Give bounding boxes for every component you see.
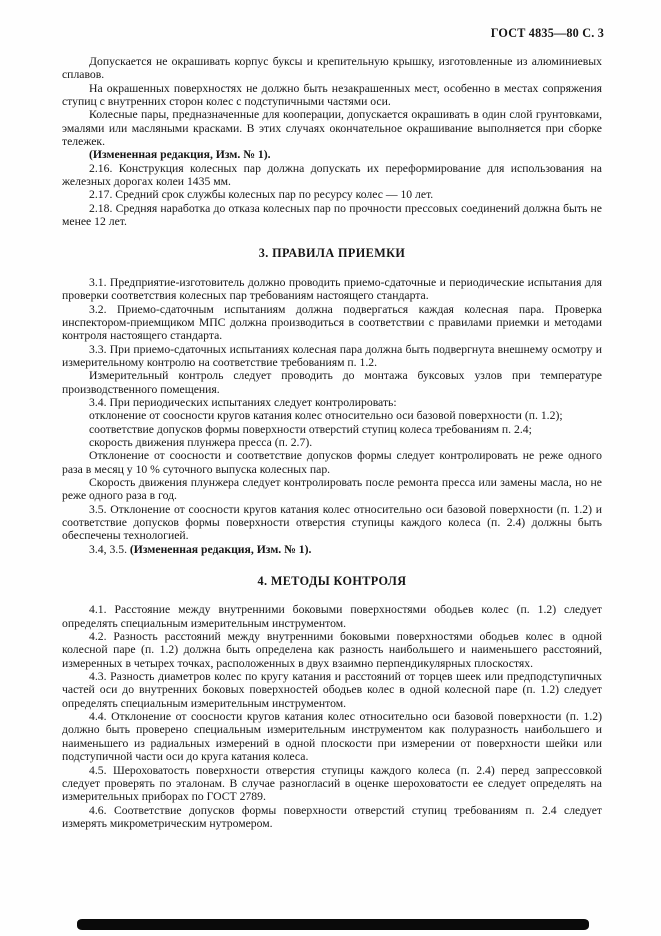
clause-4-3: 4.3. Разность диаметров колес по кругу катания и расстояний от торцев шеек или предподступичных частей оси до внутренних боковых поверхностей ободьев колес в одной колесной паре (п. 1.2) следует определять специальным измерительным инструментом. — [62, 670, 602, 710]
list-item-coaxiality: отклонение от соосности кругов катания колес относительно оси базовой поверхности (п. 1.2); — [89, 409, 563, 423]
list-item-plunger-speed: скорость движения плунжера пресса (п. 2.7). — [89, 435, 313, 449]
amendment-note-section3 — [62, 543, 602, 556]
amendment-clause-numbers: 3.4, 3.5. — [89, 542, 130, 556]
clause-2-16: 2.16. Конструкция колесных пар должна допускать их переформирование для использования на железных дорогах колеи 1435 мм. — [62, 161, 602, 189]
page-header — [491, 26, 604, 41]
clause-4-4: 4.4. Отклонение от соосности кругов катания колес относительно оси базовой поверхности (п. 1.2) должно быть проверено специальным измерительным инструментом как полуразность наибольшего и наименьшего из радиальных измерений в одной плоскости при измерении от поверхности шейки или подступичной части оси до круга катания колеса. — [62, 710, 602, 764]
paragraph-monthly-control: Отклонение от соосности и соответствие допусков формы следует контролировать не реже одного раза в месяц у 10 % суточного выпуска колесных пар. — [62, 449, 602, 476]
section-3-title: 3. ПРАВИЛА ПРИЕМКИ — [258, 246, 406, 261]
clause-4-1: 4.1. Расстояние между внутренними боковыми поверхностями ободьев колес (п. 1.2) следует определять специальным измерительным инструментом. — [62, 603, 602, 630]
scan-artifact-bar — [77, 919, 589, 930]
paragraph-measuring-control: Измерительный контроль следует проводить до монтажа буксовых узлов при температуре производственного помещения. — [62, 369, 602, 396]
clause-2-18: 2.18. Средняя наработка до отказа колесных пар по прочности прессовых соединений должна быть не менее 12 лет. — [62, 201, 602, 229]
section-4-title: 4. МЕТОДЫ КОНТРОЛЯ — [257, 574, 407, 589]
clause-3-2: 3.2. Приемо-сдаточным испытаниям должна подвергаться каждая колесная пара. Проверка инспектором-приемщиком МПС должна производиться в соответствии с правилами приемки и методами контроля настоящего стандарта. — [62, 302, 602, 343]
clause-3-4: 3.4. При периодических испытаниях следует контролировать: — [89, 395, 397, 409]
list-item-tolerances: соответствие допусков формы поверхности отверстий ступиц колеса требованиям п. 2.4; — [89, 422, 532, 436]
paragraph-painted-surfaces: На окрашенных поверхностях не должно быть незакрашенных мест, особенно в местах сопряжения ступиц с внутренних сторон колес с подступичными частями оси. — [62, 81, 602, 109]
paragraph-unpainted-parts: Допускается не окрашивать корпус буксы и крепительную крышку, изготовленные из алюминиевых сплавов. — [62, 55, 602, 82]
clause-3-1: 3.1. Предприятие-изготовитель должно проводить приемо-сдаточные и периодические испытания для проверки соответствия колесных пар требованиям настоящего стандарта. — [62, 275, 602, 303]
amendment-note-section2: (Измененная редакция, Изм. № 1). — [89, 148, 271, 162]
clause-4-6: 4.6. Соответствие допусков формы поверхности отверстий ступиц требованиям п. 2.4 следует измерять микрометрическим нутромером. — [62, 803, 602, 830]
clause-2-17: 2.17. Средний срок службы колесных пар по ресурсу колес — 10 лет. — [89, 188, 434, 202]
amendment-note-text: (Измененная редакция, Изм. № 1). — [129, 542, 312, 556]
clause-3-3: 3.3. При приемо-сдаточных испытаниях колесная пара должна быть подвергнута внешнему осмотру и измерительному контролю на соответствие требованиям п. 1.2. — [62, 342, 602, 369]
clause-3-5: 3.5. Отклонение от соосности кругов катания колес относительно оси базовой поверхности (п. 1.2) и соответствие допусков формы поверхности отверстия ступицы каждого колеса (п. 2.4) должны быть обеспечены технологией. — [62, 502, 602, 543]
paragraph-cooperation-painting: Колесные пары, предназначенные для кооперации, допускается окрашивать в один слой грунтовками, эмалями или масляными красками. В этих случаях окончательное окрашивание выполняется при сборке тележек. — [62, 108, 602, 149]
doc-reference: ГОСТ 4835—80 С. 3 — [490, 26, 604, 40]
clause-4-5: 4.5. Шероховатость поверхности отверстия ступицы каждого колеса (п. 2.4) перед запрессовкой следует проверять по эталонам. В случае разногласий в оценке шероховатости ее следует определять на измерительных приборах по ГОСТ 2789. — [62, 763, 602, 804]
document-content — [62, 55, 602, 830]
paragraph-plunger-control: Скорость движения плунжера следует контролировать после ремонта пресса или замены масла, но не реже одного раза в год. — [62, 475, 602, 503]
clause-4-2: 4.2. Разность расстояний между внутренними боковыми поверхностями ободьев колес в одной колесной паре (п. 1.2) должна быть определена как разность наибольшего и наименьшего расстояний, измеренных в четырех точках, расположенных в двух взаимно перпендикулярных плоскостях. — [62, 630, 602, 670]
